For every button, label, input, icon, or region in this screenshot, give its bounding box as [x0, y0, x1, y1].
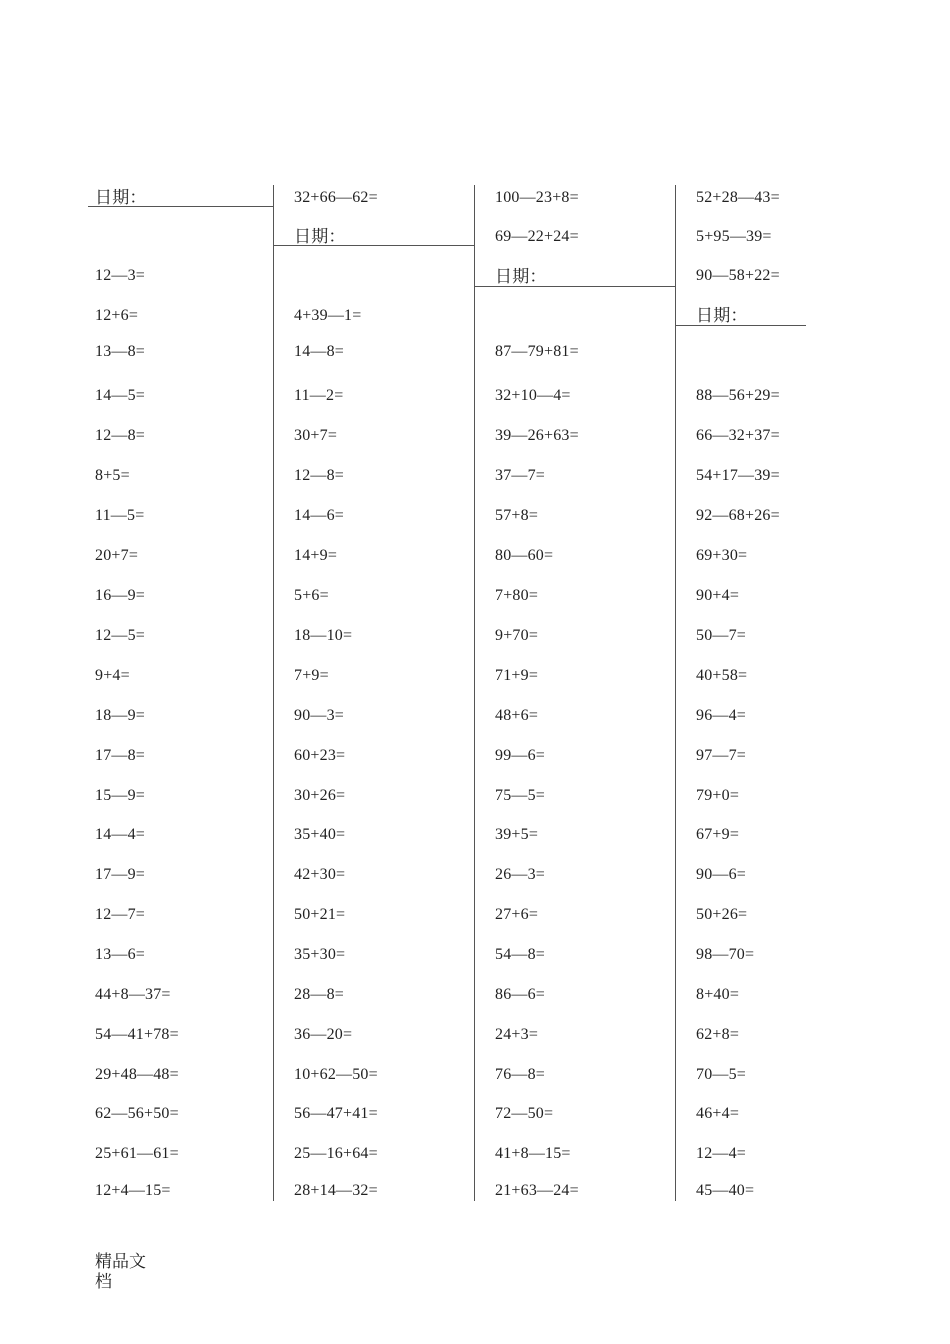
problem: 90—58+22=	[696, 267, 780, 284]
problem: 96—4=	[696, 707, 747, 724]
problem: 92—68+26=	[696, 507, 780, 524]
problem: 36—20=	[294, 1026, 353, 1043]
column-divider	[474, 185, 475, 1201]
problem: 14+9=	[294, 547, 338, 564]
problem: 25+61—61=	[95, 1145, 179, 1162]
problem: 17—9=	[95, 866, 146, 883]
problem: 21+63—24=	[495, 1182, 579, 1199]
problem: 9+70=	[495, 627, 539, 644]
problem: 71+9=	[495, 667, 539, 684]
problem: 30+26=	[294, 787, 346, 804]
problem: 54—41+78=	[95, 1026, 179, 1043]
problem: 86—6=	[495, 986, 546, 1003]
problem: 39+5=	[495, 826, 539, 843]
problem: 57+8=	[495, 507, 539, 524]
problem: 11—5=	[95, 507, 145, 524]
footer-line-2: 档	[95, 1272, 112, 1291]
problem: 8+40=	[696, 986, 740, 1003]
problem: 41+8—15=	[495, 1145, 571, 1162]
problem: 24+3=	[495, 1026, 539, 1043]
problem: 12—7=	[95, 906, 146, 923]
problem: 90—6=	[696, 866, 747, 883]
problem: 35+30=	[294, 946, 346, 963]
problem: 46+4=	[696, 1105, 740, 1122]
problem: 13—8=	[95, 343, 146, 360]
problem: 20+7=	[95, 547, 139, 564]
problem: 32+66—62=	[294, 189, 378, 206]
problem: 76—8=	[495, 1066, 546, 1083]
problem: 97—7=	[696, 747, 747, 764]
problem: 14—4=	[95, 826, 146, 843]
problem: 14—5=	[95, 387, 146, 404]
problem: 54+17—39=	[696, 467, 780, 484]
problem: 12+6=	[95, 307, 139, 324]
problem: 14—6=	[294, 507, 345, 524]
problem: 50+21=	[294, 906, 346, 923]
problem: 9+4=	[95, 667, 130, 684]
problem: 67+9=	[696, 826, 740, 843]
problem: 11—2=	[294, 387, 344, 404]
problem: 62—56+50=	[95, 1105, 179, 1122]
column-divider	[273, 185, 274, 1201]
footer-note	[95, 1252, 155, 1292]
problem: 12—3=	[95, 267, 146, 284]
problem: 14—8=	[294, 343, 345, 360]
problem: 69—22+24=	[495, 228, 579, 245]
problem: 44+8—37=	[95, 986, 171, 1003]
problem: 10+62—50=	[294, 1066, 378, 1083]
problem: 50+26=	[696, 906, 748, 923]
problem: 7+9=	[294, 667, 329, 684]
problem: 88—56+29=	[696, 387, 780, 404]
problem: 7+80=	[495, 587, 539, 604]
date-label: 日期：	[696, 306, 748, 325]
problem: 12—4=	[696, 1145, 747, 1162]
problem: 99—6=	[495, 747, 546, 764]
problem: 80—60=	[495, 547, 554, 564]
problem: 28+14—32=	[294, 1182, 378, 1199]
problem: 15—9=	[95, 787, 146, 804]
date-label: 日期：	[95, 188, 147, 207]
problem: 62+8=	[696, 1026, 740, 1043]
problem: 5+6=	[294, 587, 329, 604]
problem: 26—3=	[495, 866, 546, 883]
problem: 45—40=	[696, 1182, 755, 1199]
problem: 69+30=	[696, 547, 748, 564]
problem: 5+95—39=	[696, 228, 772, 245]
date-label: 日期：	[495, 267, 547, 286]
problem: 54—8=	[495, 946, 546, 963]
problem: 18—10=	[294, 627, 353, 644]
date-label: 日期：	[294, 227, 346, 246]
problem: 40+58=	[696, 667, 748, 684]
problem: 30+7=	[294, 427, 338, 444]
footer-line-1: 精品文	[95, 1252, 146, 1271]
problem: 35+40=	[294, 826, 346, 843]
problem: 28—8=	[294, 986, 345, 1003]
problem: 13—6=	[95, 946, 146, 963]
problem: 100—23+8=	[495, 189, 579, 206]
problem: 79+0=	[696, 787, 740, 804]
problem: 90+4=	[696, 587, 740, 604]
problem: 16—9=	[95, 587, 146, 604]
problem: 87—79+81=	[495, 343, 579, 360]
problem: 25—16+64=	[294, 1145, 378, 1162]
problem: 12—8=	[294, 467, 345, 484]
problem: 75—5=	[495, 787, 546, 804]
problem: 8+5=	[95, 467, 130, 484]
problem: 60+23=	[294, 747, 346, 764]
problem: 72—50=	[495, 1105, 554, 1122]
problem: 70—5=	[696, 1066, 747, 1083]
problem: 90—3=	[294, 707, 345, 724]
problem: 42+30=	[294, 866, 346, 883]
problem: 66—32+37=	[696, 427, 780, 444]
problem: 50—7=	[696, 627, 747, 644]
problem: 18—9=	[95, 707, 146, 724]
problem: 12—8=	[95, 427, 146, 444]
problem: 56—47+41=	[294, 1105, 378, 1122]
column-divider	[675, 185, 676, 1201]
problem: 12—5=	[95, 627, 146, 644]
problem: 39—26+63=	[495, 427, 579, 444]
problem: 29+48—48=	[95, 1066, 179, 1083]
problem: 27+6=	[495, 906, 539, 923]
problem: 32+10—4=	[495, 387, 571, 404]
problem: 12+4—15=	[95, 1182, 171, 1199]
problem: 17—8=	[95, 747, 146, 764]
problem: 4+39—1=	[294, 307, 362, 324]
problem: 52+28—43=	[696, 189, 780, 206]
problem: 37—7=	[495, 467, 546, 484]
problem: 48+6=	[495, 707, 539, 724]
problem: 98—70=	[696, 946, 755, 963]
